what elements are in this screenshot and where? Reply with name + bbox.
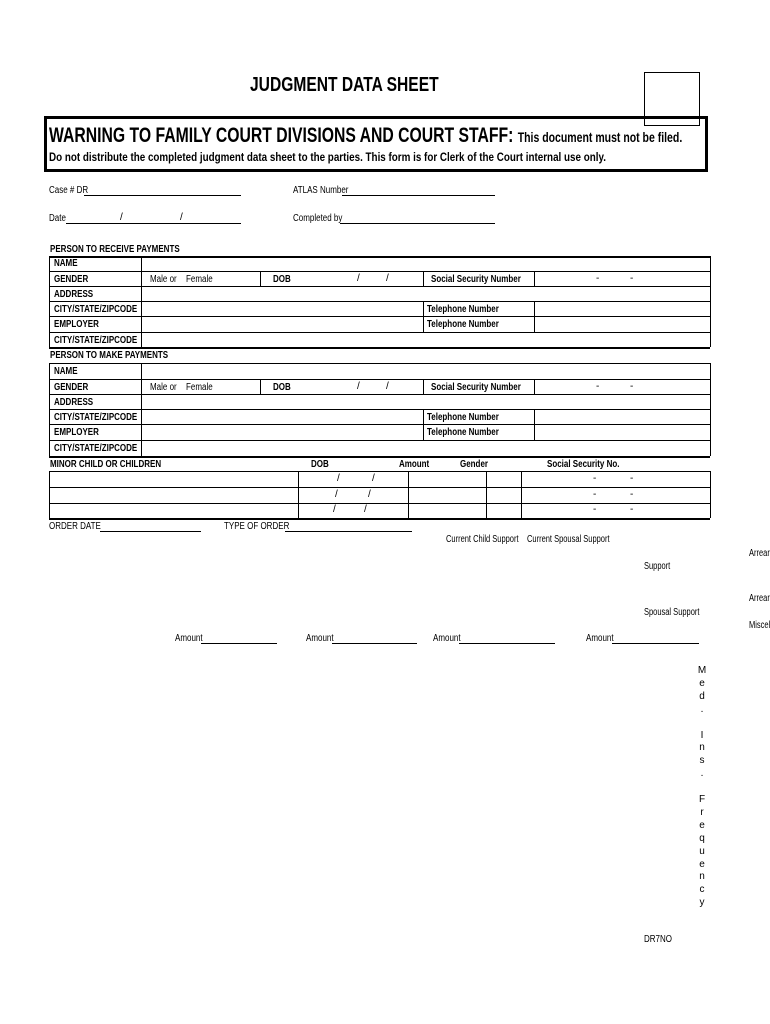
- amount-label-3: Amount: [433, 633, 461, 644]
- children-heading: MINOR CHILD OR CHILDREN: [50, 459, 162, 470]
- receive-city-label: CITY/STATE/ZIPCODE: [54, 304, 138, 315]
- make-gender-label: GENDER: [54, 382, 89, 393]
- child3-dob-sep-1: /: [333, 504, 336, 515]
- make-tel-label-1: Telephone Number: [427, 412, 499, 423]
- vchar: r: [700, 806, 704, 818]
- child1-dob-sep-1: /: [337, 473, 340, 484]
- receive-dob-label: DOB: [273, 274, 291, 285]
- make-ssn-dash-1: -: [596, 381, 600, 392]
- vchar: s: [699, 755, 705, 767]
- vchar: [697, 781, 707, 794]
- receive-gender-label: GENDER: [54, 274, 89, 285]
- make-name-label: NAME: [54, 366, 78, 377]
- order-type-field[interactable]: [285, 531, 412, 532]
- child3-ssn-dash-2: -: [630, 504, 634, 515]
- child2-ssn-dash-1: -: [593, 489, 597, 500]
- support-label: Support: [644, 561, 671, 572]
- child1-ssn-dash-2: -: [630, 473, 634, 484]
- date-sep-1: /: [120, 212, 123, 223]
- receive-male-option[interactable]: Male or: [150, 274, 177, 285]
- make-male-option[interactable]: Male or: [150, 382, 177, 393]
- children-amount-header: Amount: [399, 459, 430, 470]
- receive-employer-label: EMPLOYER: [54, 319, 99, 330]
- receive-address-label: ADDRESS: [54, 289, 94, 300]
- receive-name-label: NAME: [54, 258, 78, 269]
- arrear-label-1: Arrear: [749, 548, 770, 559]
- make-dob-label: DOB: [273, 382, 291, 393]
- arrear-label-2: Arrear: [749, 593, 770, 604]
- child3-dob-sep-2: /: [364, 504, 367, 515]
- make-address-label: ADDRESS: [54, 397, 94, 408]
- amount-label-2: Amount: [306, 633, 334, 644]
- make-female-option[interactable]: Female: [186, 382, 213, 393]
- child2-dob-sep-1: /: [335, 489, 338, 500]
- order-date-field[interactable]: [100, 531, 201, 532]
- vchar: c: [699, 884, 705, 896]
- vchar: e: [699, 677, 705, 689]
- child3-ssn-dash-1: -: [593, 504, 597, 515]
- children-gender-header: Gender: [460, 459, 489, 470]
- child1-dob-sep-2: /: [372, 473, 375, 484]
- make-tel-label-2: Telephone Number: [427, 427, 499, 438]
- make-dob-sep-1: /: [357, 381, 360, 392]
- atlas-label: ATLAS Number: [293, 185, 349, 196]
- vertical-med-ins-frequency: [697, 665, 707, 910]
- form-code: DR7NO: [644, 934, 673, 945]
- amount-label-1: Amount: [175, 633, 203, 644]
- vchar: n: [699, 742, 705, 754]
- receive-ssn-dash-2: -: [630, 273, 634, 284]
- atlas-field[interactable]: [342, 195, 495, 196]
- make-heading: PERSON TO MAKE PAYMENTS: [50, 350, 169, 361]
- date-field[interactable]: [66, 223, 241, 224]
- case-field[interactable]: [84, 195, 241, 196]
- make-dob-sep-2: /: [386, 381, 389, 392]
- child2-ssn-dash-2: -: [630, 489, 634, 500]
- receive-dob-sep-2: /: [386, 273, 389, 284]
- amount-field-3[interactable]: [459, 643, 555, 644]
- case-label: Case # DR: [49, 185, 89, 196]
- amount-field-4[interactable]: [612, 643, 699, 644]
- vchar: .: [700, 768, 704, 780]
- current-child-support-label: Current Child Support: [446, 534, 519, 545]
- date-label: Date: [49, 213, 66, 224]
- vchar: [697, 717, 707, 730]
- order-type-label: TYPE OF ORDER: [224, 521, 290, 532]
- make-city2-label: CITY/STATE/ZIPCODE: [54, 443, 138, 454]
- amount-label-4: Amount: [586, 633, 614, 644]
- receive-dob-sep-1: /: [357, 273, 360, 284]
- vchar: n: [699, 871, 705, 883]
- receive-ssn-dash-1: -: [596, 273, 600, 284]
- completed-label: Completed by: [293, 213, 343, 224]
- children-ssn-header: Social Security No.: [547, 459, 620, 470]
- date-sep-2: /: [180, 212, 183, 223]
- receive-heading: PERSON TO RECEIVE PAYMENTS: [50, 244, 180, 255]
- vchar: e: [699, 858, 705, 870]
- vchar: y: [699, 897, 705, 909]
- make-ssn-label: Social Security Number: [431, 382, 521, 393]
- completed-field[interactable]: [340, 223, 495, 224]
- vchar: q: [699, 832, 705, 844]
- receive-city2-label: CITY/STATE/ZIPCODE: [54, 335, 138, 346]
- vchar: d: [699, 690, 705, 702]
- warning-line2: Do not distribute the completed judgment data sheet to the parties. This form is for Clerk of the Court internal use only.: [49, 150, 606, 164]
- receive-female-option[interactable]: Female: [186, 274, 213, 285]
- vchar: I: [700, 729, 704, 741]
- make-ssn-dash-2: -: [630, 381, 634, 392]
- warning-heading-text: WARNING TO FAMILY COURT DIVISIONS AND COURT STAFF:: [49, 124, 514, 147]
- make-city-label: CITY/STATE/ZIPCODE: [54, 412, 138, 423]
- child1-ssn-dash-1: -: [593, 473, 597, 484]
- vchar: M: [697, 665, 707, 676]
- children-dob-header: DOB: [311, 459, 329, 470]
- vchar: .: [700, 703, 704, 715]
- page-title: JUDGMENT DATA SHEET: [250, 74, 439, 96]
- miscellaneous-label: Miscel: [749, 620, 770, 631]
- amount-field-1[interactable]: [201, 643, 277, 644]
- order-date-label: ORDER DATE: [49, 521, 101, 532]
- vchar: e: [699, 819, 705, 831]
- child2-dob-sep-2: /: [368, 489, 371, 500]
- warning-tail: This document must not be filed.: [517, 129, 683, 145]
- receive-tel-label-1: Telephone Number: [427, 304, 499, 315]
- current-spousal-support-label: Current Spousal Support: [527, 534, 610, 545]
- vchar: F: [698, 794, 706, 806]
- warning-heading: [49, 124, 682, 148]
- receive-tel-label-2: Telephone Number: [427, 319, 499, 330]
- spousal-support-label: Spousal Support: [644, 607, 700, 618]
- receive-ssn-label: Social Security Number: [431, 274, 521, 285]
- amount-field-2[interactable]: [332, 643, 417, 644]
- vchar: u: [699, 845, 705, 857]
- make-employer-label: EMPLOYER: [54, 427, 99, 438]
